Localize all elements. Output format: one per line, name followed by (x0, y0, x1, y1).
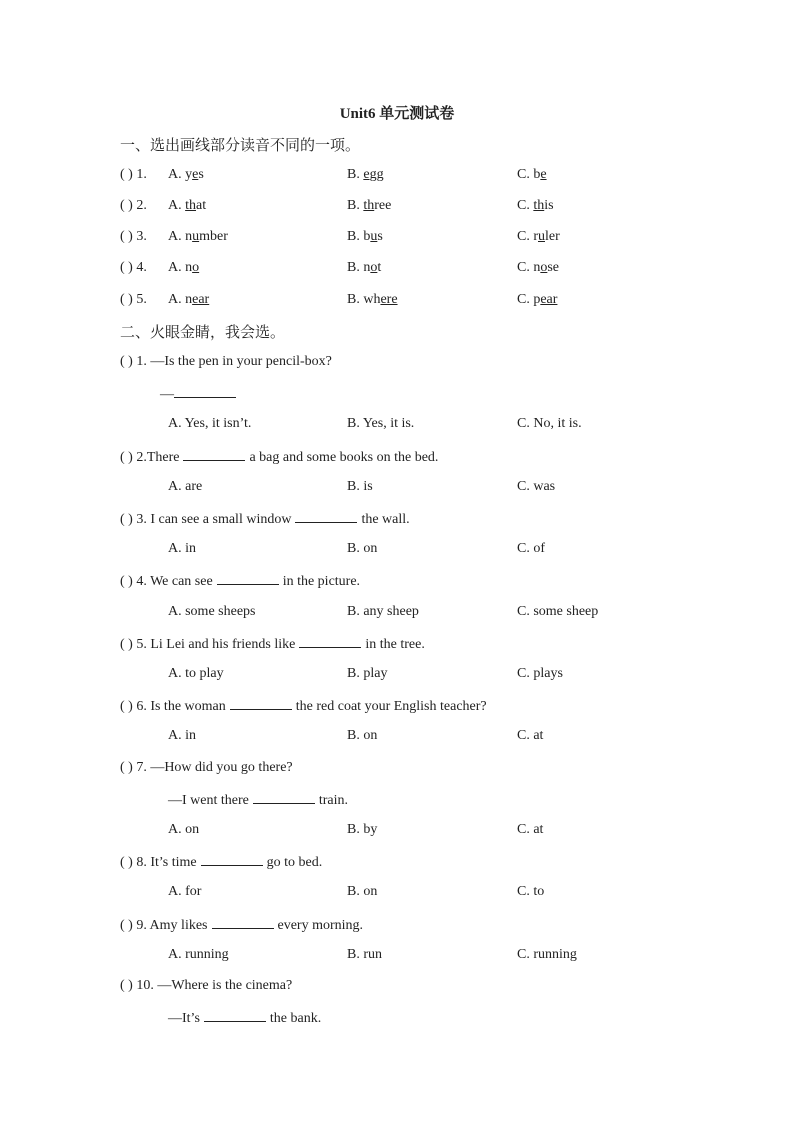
word-segment: A. n (168, 229, 193, 244)
word-segment: C. (517, 198, 534, 213)
word-segment: B. b (347, 229, 371, 244)
word-segment: B. wh (347, 292, 381, 307)
question-3-option-b[interactable]: B. on (347, 541, 378, 556)
part1-item-4-option-c[interactable] (517, 260, 559, 276)
answer-blank[interactable] (201, 853, 263, 866)
question-5-stem (120, 635, 425, 653)
question-4-post: in the picture. (282, 574, 361, 589)
question-8-pre: ( ) 8. It’s time (120, 855, 197, 870)
part1-item-2-option-b[interactable] (347, 198, 391, 214)
question-2-option-c[interactable]: C. was (517, 479, 556, 494)
underlined-segment: ear (540, 292, 558, 307)
part1-heading: 一、选出画线部分读音不同的一项。 (120, 138, 361, 154)
question-7-reply (168, 791, 348, 809)
underlined-segment: e (363, 167, 370, 182)
question-9-option-c[interactable]: C. running (517, 947, 577, 962)
question-4-pre: ( ) 4. We can see (120, 574, 213, 589)
underlined-segment: u (370, 229, 378, 244)
answer-blank[interactable] (253, 791, 315, 804)
question-4-option-b[interactable]: B. any sheep (347, 604, 419, 619)
word-segment: A. y (168, 167, 193, 182)
question-3-option-c[interactable]: C. of (517, 541, 545, 556)
part1-item-2-option-a[interactable] (168, 198, 206, 214)
answer-blank[interactable] (174, 385, 236, 398)
question-10-stem: ( ) 10. —Where is the cinema? (120, 978, 293, 993)
question-1-reply-dash: — (160, 387, 174, 402)
answer-blank[interactable] (299, 635, 361, 648)
answer-blank[interactable] (183, 448, 245, 461)
underlined-segment: th (363, 198, 375, 213)
word-segment: B. n (347, 260, 371, 275)
part1-item-3-option-a[interactable] (168, 229, 228, 245)
question-6-option-b[interactable]: B. on (347, 728, 378, 743)
question-6-pre: ( ) 6. Is the woman (120, 699, 226, 714)
question-6-stem (120, 697, 487, 715)
part1-item-1-number: ( ) 1. (120, 167, 147, 182)
answer-blank[interactable] (230, 697, 292, 710)
question-2-option-b[interactable]: B. is (347, 479, 373, 494)
word-segment: ler (545, 229, 560, 244)
question-7-reply-post: train. (318, 793, 349, 808)
question-2-option-a[interactable]: A. are (168, 479, 203, 494)
word-segment: A. (168, 198, 186, 213)
question-6-post: the red coat your English teacher? (295, 699, 487, 714)
part1-item-4-option-b[interactable] (347, 260, 381, 276)
question-10-reply-post: the bank. (269, 1011, 322, 1026)
underlined-segment: ere (380, 292, 398, 307)
question-7-reply-pre: —I went there (168, 793, 249, 808)
part1-item-2-number: ( ) 2. (120, 198, 147, 213)
word-segment: s (198, 167, 204, 182)
question-6-option-a[interactable]: A. in (168, 728, 196, 743)
question-9-post: every morning. (277, 918, 364, 933)
underlined-segment: e (192, 167, 199, 182)
question-4-stem (120, 572, 360, 590)
question-10-reply-pre: —It’s (168, 1011, 200, 1026)
question-9-option-a[interactable]: A. running (168, 947, 229, 962)
question-8-stem (120, 853, 322, 871)
word-segment: C. n (517, 260, 541, 275)
part1-item-1-option-c[interactable] (517, 167, 547, 183)
part1-item-1-option-b[interactable] (347, 167, 384, 183)
question-7-stem: ( ) 7. —How did you go there? (120, 760, 293, 775)
word-segment: gg (369, 167, 384, 182)
question-8-option-a[interactable]: A. for (168, 884, 202, 899)
question-8-option-b[interactable]: B. on (347, 884, 378, 899)
question-5-option-a[interactable]: A. to play (168, 666, 224, 681)
question-7-option-b[interactable]: B. by (347, 822, 378, 837)
underlined-segment: u (192, 229, 200, 244)
word-segment: A. n (168, 292, 193, 307)
question-2-pre: ( ) 2.There (120, 450, 180, 465)
word-segment: A. n (168, 260, 193, 275)
answer-blank[interactable] (204, 1009, 266, 1022)
underlined-segment: o (540, 260, 548, 275)
word-segment: B. (347, 167, 364, 182)
question-5-option-c[interactable]: C. plays (517, 666, 563, 681)
answer-blank[interactable] (295, 510, 357, 523)
question-9-stem (120, 916, 363, 934)
question-7-option-a[interactable]: A. on (168, 822, 200, 837)
question-4-option-c[interactable]: C. some sheep (517, 604, 599, 619)
question-2-stem (120, 448, 438, 466)
question-9-option-b[interactable]: B. run (347, 947, 382, 962)
part1-item-5-option-c[interactable] (517, 292, 557, 308)
word-segment: t (377, 260, 382, 275)
part1-item-1-option-a[interactable] (168, 167, 204, 183)
answer-blank[interactable] (212, 916, 274, 929)
word-segment: s (377, 229, 383, 244)
word-segment: C. r (517, 229, 538, 244)
question-3-option-a[interactable]: A. in (168, 541, 196, 556)
question-1-stem: ( ) 1. —Is the pen in your pencil-box? (120, 354, 332, 369)
question-8-post: go to bed. (266, 855, 323, 870)
question-8-option-c[interactable]: C. to (517, 884, 545, 899)
underlined-segment: o (192, 260, 200, 275)
part1-item-4-option-a[interactable] (168, 260, 199, 276)
word-segment: se (547, 260, 560, 275)
part1-item-3-number: ( ) 3. (120, 229, 147, 244)
word-segment: B. (347, 198, 364, 213)
question-5-pre: ( ) 5. Li Lei and his friends like (120, 637, 296, 652)
question-1-option-a[interactable]: A. Yes, it isn’t. (168, 416, 252, 431)
question-3-pre: ( ) 3. I can see a small window (120, 512, 292, 527)
word-segment: C. b (517, 167, 541, 182)
part1-item-5-option-b[interactable] (347, 292, 398, 308)
part1-item-5-option-a[interactable] (168, 292, 209, 308)
question-3-stem (120, 510, 410, 528)
word-segment: ree (374, 198, 392, 213)
question-5-post: in the tree. (365, 637, 425, 652)
part1-item-3-option-b[interactable] (347, 229, 383, 245)
part1-item-5-number: ( ) 5. (120, 292, 147, 307)
question-10-reply (168, 1009, 321, 1027)
underlined-segment: ear (192, 292, 210, 307)
part2-heading: 二、火眼金睛，我会选。 (120, 325, 286, 341)
question-1-reply (160, 385, 240, 403)
underlined-segment: o (370, 260, 378, 275)
part1-item-2-option-c[interactable] (517, 198, 554, 214)
question-1-option-b[interactable]: B. Yes, it is. (347, 416, 415, 431)
answer-blank[interactable] (217, 572, 279, 585)
underlined-segment: th (185, 198, 197, 213)
question-7-option-c[interactable]: C. at (517, 822, 544, 837)
word-segment: C. p (517, 292, 541, 307)
question-9-pre: ( ) 9. Amy likes (120, 918, 208, 933)
word-segment: mber (199, 229, 228, 244)
underlined-segment: th (533, 198, 545, 213)
part1-item-4-number: ( ) 4. (120, 260, 147, 275)
page-title: Unit6 单元测试卷 (339, 106, 455, 122)
underlined-segment: u (538, 229, 545, 244)
underlined-segment: e (540, 167, 547, 182)
part1-item-3-option-c[interactable] (517, 229, 560, 245)
question-5-option-b[interactable]: B. play (347, 666, 388, 681)
word-segment: at (196, 198, 207, 213)
question-3-post: the wall. (361, 512, 410, 527)
question-6-option-c[interactable]: C. at (517, 728, 544, 743)
question-2-post: a bag and some books on the bed. (249, 450, 439, 465)
word-segment: is (544, 198, 554, 213)
question-1-option-c[interactable]: C. No, it is. (517, 416, 582, 431)
question-4-option-a[interactable]: A. some sheeps (168, 604, 256, 619)
